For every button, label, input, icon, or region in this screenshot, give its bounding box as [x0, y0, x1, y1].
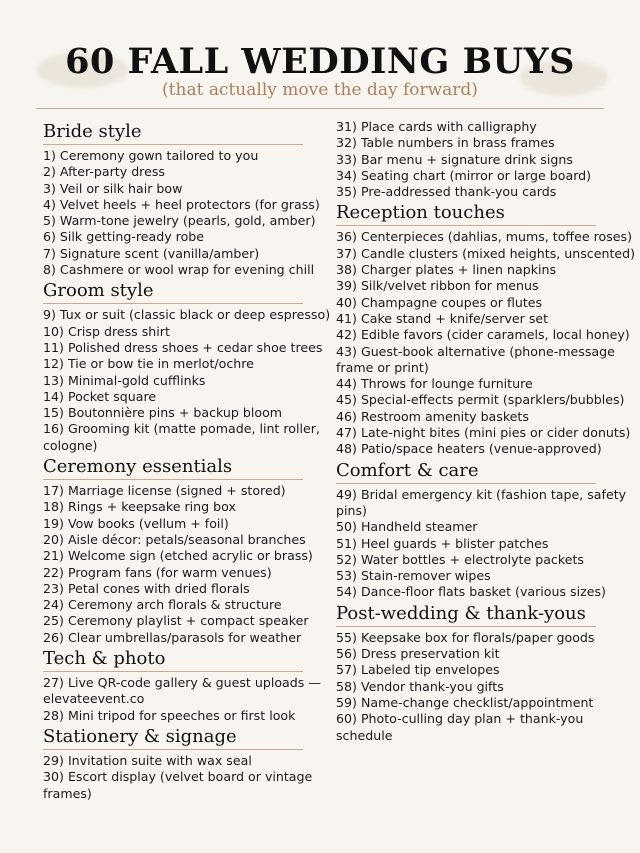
list-item: 16) Grooming kit (matte pomade, lint roller, cologne): [43, 421, 320, 453]
list-item: 9) Tux or suit (classic black or deep espresso): [43, 307, 331, 323]
list-item: 35) Pre-addressed thank-you cards: [336, 184, 557, 200]
list-item: 55) Keepsake box for florals/paper goods: [336, 629, 595, 645]
list-item: 28) Mini tripod for speeches or first look: [43, 707, 296, 723]
section-heading: Bride style: [43, 120, 303, 145]
list-item: 34) Seating chart (mirror or large board): [336, 167, 592, 183]
list-item: 44) Throws for lounge furniture: [336, 376, 533, 392]
section-heading: Ceremony essentials: [43, 455, 303, 480]
header-divider: [36, 108, 604, 109]
list-item: 33) Bar menu + signature drink signs: [336, 151, 573, 167]
list-item: 45) Special-effects permit (sparklers/bubbles): [336, 392, 625, 408]
list-item: 43) Guest-book alternative (phone-message frame or print): [336, 343, 615, 375]
right-column: [336, 119, 636, 744]
list-item: 52) Water bottles + electrolyte packets: [336, 551, 584, 567]
list-item: 48) Patio/space heaters (venue-approved): [336, 441, 602, 457]
list-item: 47) Late-night bites (mini pies or cider donuts): [336, 425, 631, 441]
list-item: 22) Program fans (for warm venues): [43, 564, 272, 580]
list-item: 15) Boutonnière pins + backup bloom: [43, 405, 283, 421]
list-item: 25) Ceremony playlist + compact speaker: [43, 613, 309, 629]
list-item: 24) Ceremony arch florals & structure: [43, 597, 282, 613]
section-bride-style: [43, 120, 333, 278]
list-item: 29) Invitation suite with wax seal: [43, 752, 252, 768]
list-item: 13) Minimal-gold cufflinks: [43, 372, 206, 388]
list-item: 37) Candle clusters (mixed heights, unscented): [336, 245, 636, 261]
section-groom-style: [43, 279, 333, 454]
section-heading: Groom style: [43, 279, 303, 304]
section-continued: [336, 119, 636, 200]
list-item: 50) Handheld steamer: [336, 519, 478, 535]
list-item: 27) Live QR-code gallery & guest uploads — elevateevent.co: [43, 675, 321, 707]
list-item: 26) Clear umbrellas/parasols for weather: [43, 629, 302, 645]
page-subtitle: (that actually move the day forward): [162, 80, 478, 100]
list-item: 57) Labeled tip envelopes: [336, 662, 500, 678]
section-heading: Reception touches: [336, 201, 596, 226]
list-item: 38) Charger plates + linen napkins: [336, 262, 557, 278]
left-column: [43, 119, 333, 802]
list-item: 14) Pocket square: [43, 388, 157, 404]
section-stationery-and-signage: [43, 725, 333, 802]
list-item: 23) Petal cones with dried florals: [43, 580, 250, 596]
list-item: 56) Dress preservation kit: [336, 646, 500, 662]
list-item: 42) Edible favors (cider caramels, local honey): [336, 327, 630, 343]
list-item: 7) Signature scent (vanilla/amber): [43, 245, 260, 261]
list-item: 59) Name-change checklist/appointment: [336, 694, 594, 710]
list-item: 19) Vow books (vellum + foil): [43, 515, 229, 531]
list-item: 4) Velvet heels + heel protectors (for grass): [43, 196, 320, 212]
list-item: 49) Bridal emergency kit (fashion tape, safety pins): [336, 486, 627, 518]
section-reception-touches: [336, 201, 636, 457]
list-item: 2) After-party dress: [43, 164, 165, 180]
list-item: 3) Veil or silk hair bow: [43, 180, 183, 196]
section-post-wedding-and-thank-yous: [336, 602, 636, 744]
list-item: 17) Marriage license (signed + stored): [43, 483, 286, 499]
list-item: 58) Vendor thank-you gifts: [336, 678, 504, 694]
list-item: 40) Champagne coupes or flutes: [336, 294, 543, 310]
list-item: 41) Cake stand + knife/server set: [336, 310, 549, 326]
list-item: 60) Photo-culling day plan + thank-you schedule: [336, 711, 584, 743]
header: [0, 40, 640, 99]
list-item: 12) Tie or bow tie in merlot/ochre: [43, 356, 254, 372]
list-item: 1) Ceremony gown tailored to you: [43, 148, 259, 163]
list-item: 46) Restroom amenity baskets: [336, 408, 529, 424]
list-item: 8) Cashmere or wool wrap for evening chill: [43, 262, 315, 278]
section-heading: Post-wedding & thank-yous: [336, 602, 596, 627]
list-item: 21) Welcome sign (etched acrylic or brass): [43, 548, 313, 564]
list-item: 32) Table numbers in brass frames: [336, 135, 555, 151]
section-comfort-and-care: [336, 459, 636, 601]
list-item: 6) Silk getting-ready robe: [43, 229, 205, 245]
list-item: 54) Dance-floor flats basket (various sizes): [336, 584, 606, 600]
list-item: 11) Polished dress shoes + cedar shoe trees: [43, 339, 323, 355]
section-heading: Comfort & care: [336, 459, 596, 484]
list-item: 39) Silk/velvet ribbon for menus: [336, 278, 539, 294]
section-heading: Tech & photo: [43, 647, 303, 672]
section-tech-and-photo: [43, 647, 333, 724]
section-ceremony-essentials: [43, 455, 333, 646]
list-item: 10) Crisp dress shirt: [43, 323, 170, 339]
list-item: 5) Warm-tone jewelry (pearls, gold, amber): [43, 213, 316, 229]
list-item: 53) Stain-remover wipes: [336, 568, 491, 584]
list-item: 31) Place cards with calligraphy: [336, 119, 537, 134]
list-item: 20) Aisle décor: petals/seasonal branches: [43, 531, 306, 547]
list-item: 18) Rings + keepsake ring box: [43, 499, 236, 515]
list-item: 30) Escort display (velvet board or vintage frames): [43, 769, 313, 801]
list-item: 36) Centerpieces (dahlias, mums, toffee roses): [336, 229, 632, 245]
list-item: 51) Heel guards + blister patches: [336, 535, 549, 551]
page-title: 60 FALL WEDDING BUYS: [65, 41, 575, 82]
section-heading: Stationery & signage: [43, 725, 303, 750]
